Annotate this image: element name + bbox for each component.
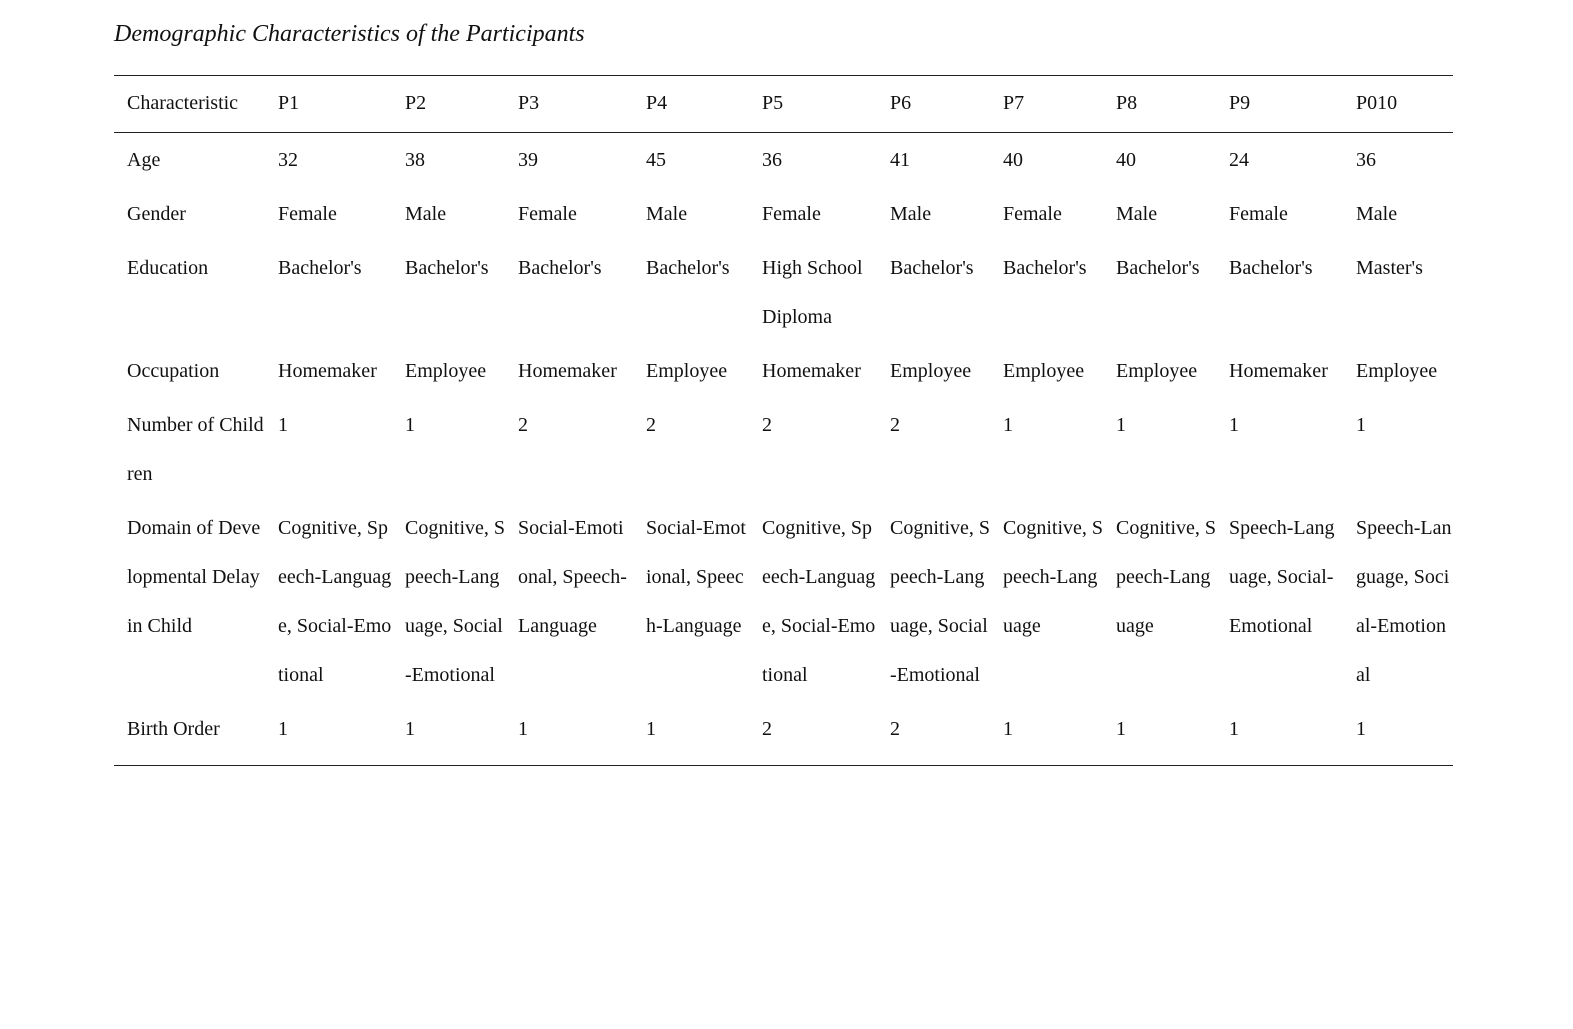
header-p6: P6 (890, 92, 912, 114)
table-cell: Cognitive, Speech-Language, Social-Emotional (405, 517, 506, 686)
table-cell: 2 (646, 414, 656, 436)
table-cell: 1 (405, 718, 415, 740)
table-row-age (114, 133, 1453, 191)
table-cell: Cognitive, Speech-Language (1003, 517, 1104, 637)
table-cell: Bachelor's (1229, 257, 1313, 279)
table-cell: Bachelor's (1003, 257, 1087, 279)
table-cell: Cognitive, Speech-Language (1116, 517, 1217, 637)
table-cell: Social-Emotional, Speech-Language (646, 517, 746, 637)
table-row-occupation (114, 347, 1453, 401)
table-cell: 1 (1356, 718, 1366, 740)
table-cell: 1 (1116, 718, 1126, 740)
header-p010: P010 (1356, 92, 1398, 114)
row-label: Occupation (127, 360, 220, 382)
table-cell: 41 (890, 149, 910, 171)
table-cell: Male (646, 203, 688, 225)
table-cell: Male (890, 203, 932, 225)
table-cell: Homemaker (518, 360, 617, 382)
header-p8: P8 (1116, 92, 1138, 114)
header-p2: P2 (405, 92, 427, 114)
row-label: Domain of Developmental Delay in Child (127, 517, 261, 637)
table-cell: 1 (1229, 414, 1239, 436)
table-cell: 2 (518, 414, 528, 436)
table-cell: Employee (890, 360, 972, 382)
table-cell: Homemaker (762, 360, 861, 382)
table-cell: 1 (1229, 718, 1239, 740)
table-cell: 1 (1003, 414, 1013, 436)
table-header-row (114, 76, 1453, 133)
table-cell: Bachelor's (278, 257, 362, 279)
header-p4: P4 (646, 92, 668, 114)
table-cell: 2 (890, 718, 900, 740)
row-label: Gender (127, 203, 186, 225)
table-cell: Cognitive, Speech-Language, Social-Emotional (278, 517, 392, 686)
header-p1: P1 (278, 92, 300, 114)
table-cell: 38 (405, 149, 425, 171)
table-cell: Employee (1116, 360, 1198, 382)
table-caption: Demographic Characteristics of the Participants (114, 21, 585, 47)
table-cell: Cognitive, Speech-Language, Social-Emotional (762, 517, 876, 686)
row-label: Age (127, 149, 161, 171)
table-row-number-of-children (114, 401, 1453, 504)
table-cell: 40 (1003, 149, 1023, 171)
table-cell: Speech-Language, Social-Emotional (1229, 517, 1335, 637)
row-label: Birth Order (127, 718, 220, 740)
table-cell: 36 (1356, 149, 1376, 171)
table-cell: Master's (1356, 257, 1423, 279)
header-p3: P3 (518, 92, 540, 114)
table-cell: 36 (762, 149, 782, 171)
table-cell: Employee (646, 360, 728, 382)
header-p7: P7 (1003, 92, 1025, 114)
table-cell: Bachelor's (646, 257, 730, 279)
row-label: Number of Children (127, 414, 264, 485)
table-cell: 2 (762, 414, 772, 436)
table-row-birth-order (114, 705, 1453, 766)
table-cell: 1 (1356, 414, 1366, 436)
table-cell: 2 (890, 414, 900, 436)
table-cell: Bachelor's (405, 257, 489, 279)
header-characteristic: Characteristic (127, 92, 239, 114)
table-cell: Homemaker (1229, 360, 1328, 382)
table-row-gender (114, 190, 1453, 244)
table-cell: 45 (646, 149, 666, 171)
table-cell: Employee (1356, 360, 1438, 382)
table-cell: Bachelor's (1116, 257, 1200, 279)
table-row-domain-of-delay (114, 504, 1453, 705)
table-cell: 1 (1003, 718, 1013, 740)
table-cell: Employee (405, 360, 487, 382)
table-cell: 24 (1229, 149, 1249, 171)
table-cell: Speech-Language, Social-Emotional (1356, 517, 1452, 686)
table-cell: Female (518, 203, 577, 225)
table-cell: 39 (518, 149, 538, 171)
table-cell: Employee (1003, 360, 1085, 382)
table-cell: Female (1229, 203, 1288, 225)
table-cell: 2 (762, 718, 772, 740)
table-cell: 1 (646, 718, 656, 740)
table-cell: 1 (1116, 414, 1126, 436)
table-cell: 1 (518, 718, 528, 740)
table-cell: Male (1356, 203, 1398, 225)
row-label: Education (127, 257, 209, 279)
header-p9: P9 (1229, 92, 1251, 114)
table-cell: Male (1116, 203, 1158, 225)
demographics-table (114, 75, 1453, 766)
table-cell: 32 (278, 149, 298, 171)
table-cell: 40 (1116, 149, 1136, 171)
table-cell: High School Diploma (762, 257, 863, 328)
table-cell: 1 (405, 414, 415, 436)
table-cell: Cognitive, Speech-Language, Social-Emotional (890, 517, 991, 686)
header-p5: P5 (762, 92, 784, 114)
table-cell: Female (278, 203, 337, 225)
table-cell: Bachelor's (890, 257, 974, 279)
table-cell: 1 (278, 414, 288, 436)
table-cell: 1 (278, 718, 288, 740)
table-cell: Male (405, 203, 447, 225)
table-cell: Female (762, 203, 821, 225)
table-cell: Bachelor's (518, 257, 602, 279)
table-cell: Social-Emotional, Speech-Language (518, 517, 627, 637)
table-cell: Female (1003, 203, 1062, 225)
table-container (114, 75, 1453, 766)
table-row-education (114, 244, 1453, 347)
table-cell: Homemaker (278, 360, 377, 382)
